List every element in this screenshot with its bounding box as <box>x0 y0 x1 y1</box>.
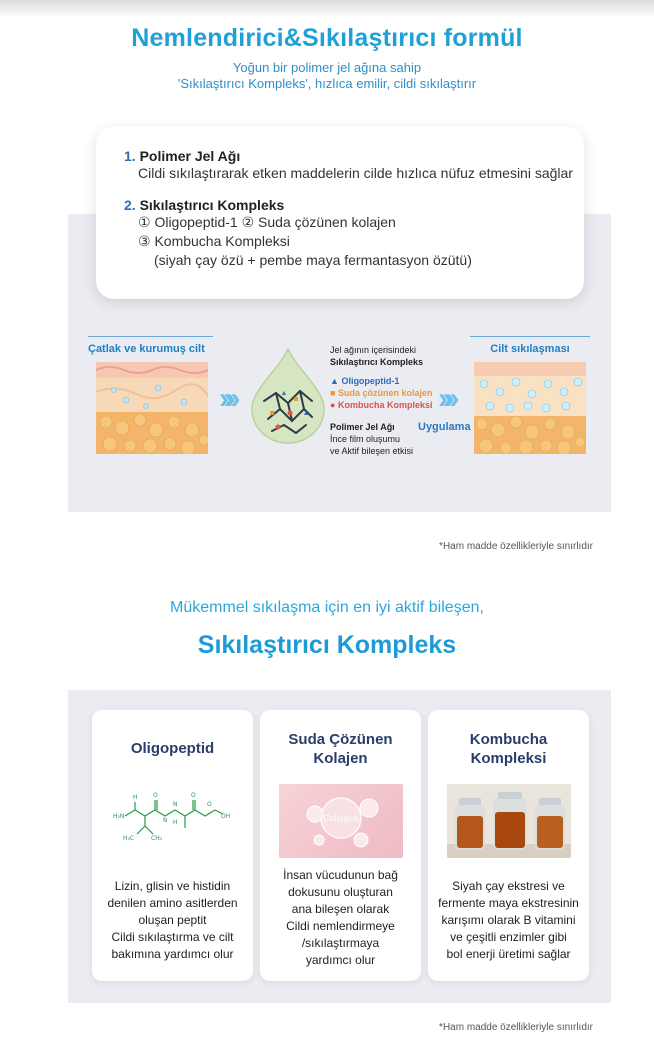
triangle-icon: ▲ <box>330 376 339 386</box>
molecule-illustration <box>111 784 235 858</box>
disclaimer-note-bottom: *Ham madde özellikleriyle sınırlıdır <box>439 1022 593 1033</box>
feature-1-desc: Cildi sıkılaştırarak etken maddelerin cilde hızlıca nüfuz etmesini sağlar <box>138 165 573 181</box>
tight-skin-illustration <box>474 362 586 454</box>
top-shadow-bar <box>0 0 654 18</box>
application-label: Uygulama <box>418 421 471 433</box>
molecule-label: O <box>191 792 196 799</box>
feature-2-line-1: ① Oligopeptid-1 ② Suda çözünen kolajen <box>138 214 396 230</box>
dry-skin-illustration <box>96 362 208 454</box>
molecule-label: H <box>173 819 178 826</box>
square-icon: ■ <box>330 388 336 398</box>
gel-network-annotation: Polimer Jel Ağı İnce film oluşumu ve Aktif bileşen etkisi <box>330 422 414 456</box>
complex-annotation: Jel ağının içerisindeki Sıkılaştırıcı Kompleks ▲ Oligopeptid-1 ■ Suda çözünen kolajen ● Kombucha Kompleksi <box>330 345 433 410</box>
molecule-label: OH <box>221 813 231 820</box>
molecule-label: N <box>163 817 168 824</box>
features-card <box>96 126 584 299</box>
legend-item-3: ● Kombucha Kompleksi <box>330 400 433 410</box>
page-title: Nemlendirici&Sıkılaştırıcı formül <box>131 24 523 52</box>
card-description: Lizin, glisin ve histidin denilen amino asitlerden oluşan peptit Cildi sıkılaştırma ve cilt bakımına yardımcı olur <box>107 879 238 961</box>
gel-droplet-illustration <box>246 347 330 445</box>
ingredient-card-kombucha <box>428 710 589 981</box>
molecule-label: H₂N <box>113 813 125 820</box>
card-title: Oligopeptid <box>130 740 215 757</box>
card-description: İnsan vücudunun bağ dokusunu oluşturan ana bileşen olarak Cildi nemlendirmeye /sıkılaştırmaya yardımcı olur <box>283 868 398 967</box>
ingredient-card-collagen <box>260 710 421 981</box>
kombucha-jars-image <box>447 784 571 858</box>
disclaimer-note: *Ham madde özellikleriyle sınırlıdır <box>439 541 593 552</box>
collagen-image <box>279 784 403 858</box>
feature-1-heading: 1. Polimer Jel Ağı <box>124 148 241 164</box>
circle-icon: ● <box>330 400 336 410</box>
subtitle-line-2: 'Sıkılaştırıcı Kompleks', hızlıca emilir, cildi sıkılaştırır <box>177 76 477 91</box>
page-subtitle <box>0 60 654 92</box>
section-title: Sıkılaştırıcı Kompleks <box>197 631 457 659</box>
card-title: Kombucha Kompleksi <box>469 731 548 767</box>
feature-2-line-3: (siyah çay özü + pembe maya fermantasyon özütü) <box>154 252 472 268</box>
dry-skin-label: Çatlak ve kurumuş cilt <box>88 336 213 355</box>
feature-2-line-2: ③ Kombucha Kompleksi <box>138 233 290 249</box>
legend-item-2: ■ Suda çözünen kolajen <box>330 388 433 398</box>
molecule-label: H₃C <box>123 835 135 842</box>
tight-skin-label: Cilt sıkılaşması <box>470 336 590 355</box>
legend-item-1: ▲ Oligopeptid-1 <box>330 376 400 386</box>
card-title: Suda Çözünen Kolajen <box>288 731 393 767</box>
collagen-image-text: Collagen <box>323 814 359 823</box>
ingredient-card-oligopeptide <box>92 710 253 981</box>
molecule-label: H <box>133 794 138 801</box>
molecule-label: N <box>173 801 178 808</box>
chevron-right-icon: »» <box>438 382 448 415</box>
molecule-label: O <box>207 801 212 808</box>
molecule-label: CH₃ <box>151 835 163 842</box>
card-description: Siyah çay ekstresi ve fermente maya ekstresinin karışımı olarak B vitamini ve çeşitli enzimler gibi bol enerji üretimi sağlar <box>438 879 579 961</box>
section-subtitle: Mükemmel sıkılaşma için en iyi aktif bileşen, <box>170 599 484 616</box>
feature-2-heading: 2. Sıkılaştırıcı Kompleks <box>124 197 285 213</box>
molecule-label: O <box>153 792 158 799</box>
chevron-right-icon: »» <box>219 382 229 415</box>
subtitle-line-1: Yoğun bir polimer jel ağına sahip <box>232 60 422 75</box>
